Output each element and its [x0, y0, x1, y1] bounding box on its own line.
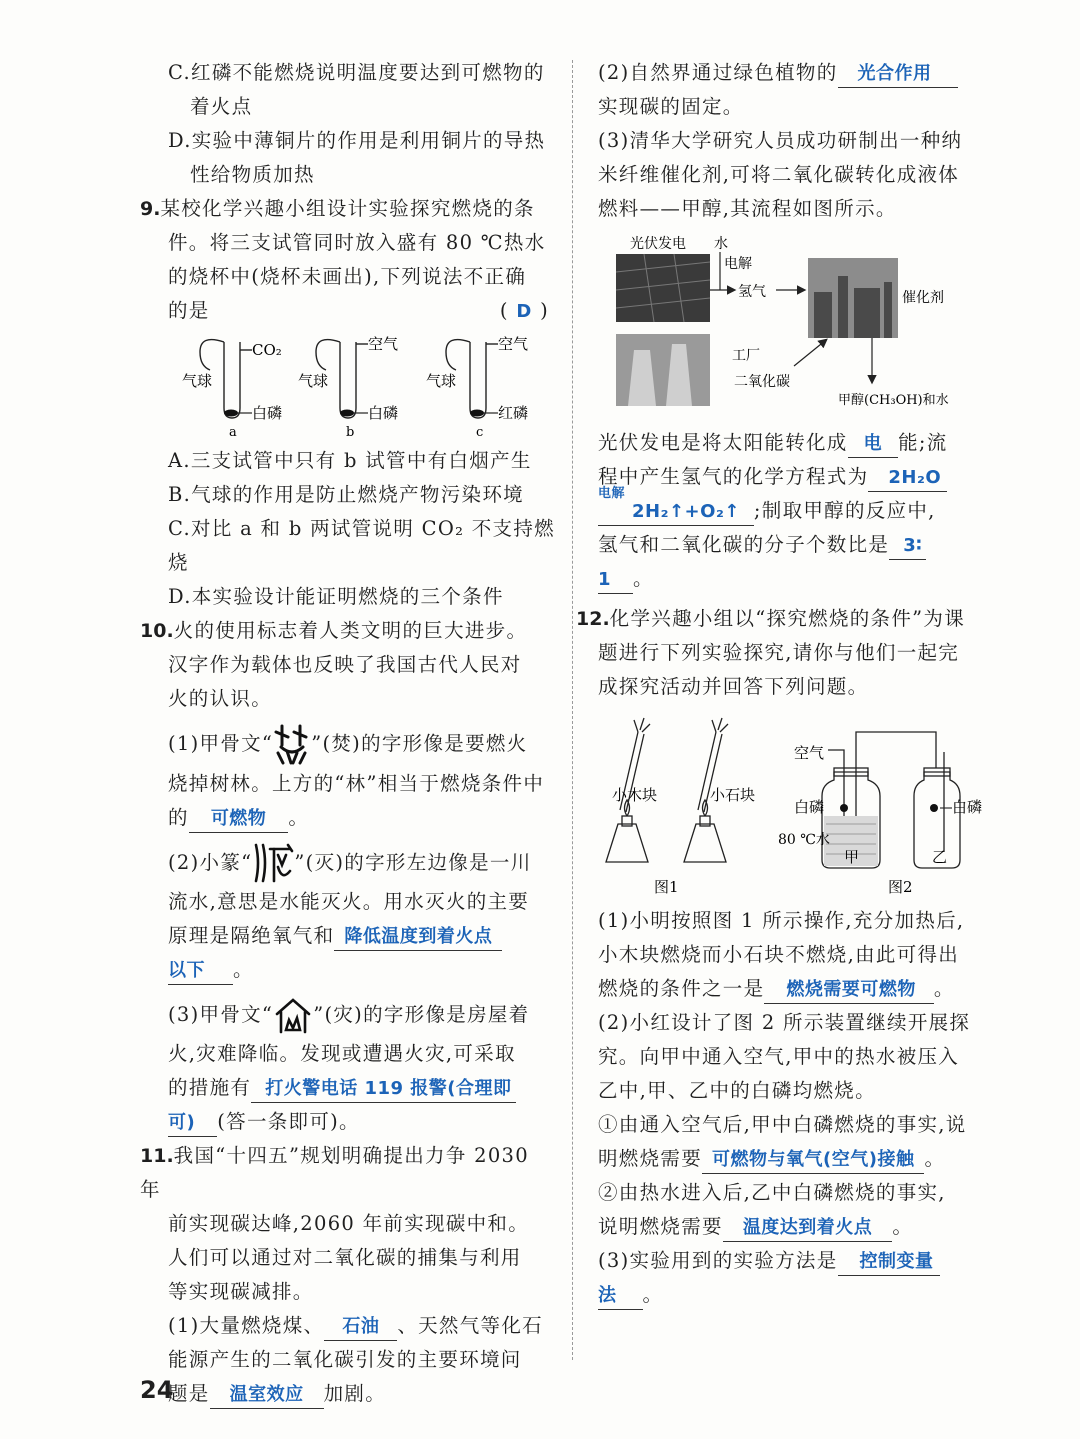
tube-b-balloon-label: 气球 — [298, 372, 329, 390]
q10-p1-d: 的 — [168, 805, 189, 829]
q11-stem-line4: 等实现碳减排。 — [168, 1280, 314, 1303]
q11-p1-d: 题是 — [168, 1382, 210, 1405]
q12-part1-answer: 燃烧需要可燃物 — [764, 977, 934, 1004]
oracle-fen-glyph-icon — [273, 723, 311, 767]
q11-p2-a: (2)自然界通过绿色植物的 — [598, 61, 838, 84]
tube-c-gas-label: 空气 — [498, 335, 529, 353]
q11-part1-line2: 能源产生的二氧化碳引发的主要环境问 — [168, 1348, 522, 1371]
q10-part2-line1 — [140, 841, 555, 886]
q11-p4-a: 光伏发电是将太阳能转化成 — [598, 431, 848, 454]
co2-label: 二氧化碳 — [734, 374, 790, 390]
q12-p2-1b: 明燃烧需要 — [598, 1147, 703, 1170]
q12-part2-line1: (2)小红设计了图 2 所示装置继续开展探 — [598, 1011, 971, 1034]
q10-part1-line1 — [140, 722, 555, 767]
q11-part4-line1 — [598, 426, 998, 460]
q12-part2-sub1-line2 — [598, 1142, 998, 1176]
tube-c-label: c — [476, 425, 484, 440]
q11-part3-line3: 燃料——甲醇,其流程如图所示。 — [598, 197, 897, 220]
tube-c-phosphorus — [470, 410, 484, 417]
tube-a-phosphorus — [224, 410, 238, 417]
q12-part2-sub2-line1: ②由热水进入后,乙中白磷燃烧的事实, — [598, 1181, 946, 1204]
q10-part2-answer-line1: 降低温度到着火点 — [334, 924, 502, 951]
q10-stem-text: 火的使用标志着人类文明的巨大进步。 — [173, 619, 528, 642]
water-label: 水 — [714, 236, 728, 252]
q12-part2-sub1-answer: 可燃物与氧气(空气)接触 — [702, 1147, 924, 1174]
q12-part2-sub1-line1: ①由通入空气后,甲中白磷燃烧的事实,说 — [598, 1113, 967, 1136]
q9-option-a: A.三支试管中只有 b 试管中有白烟产生 — [168, 449, 532, 472]
q12-part1-line1: (1)小明按照图 1 所示操作,充分加热后, — [598, 909, 965, 932]
tube-c-balloon-label: 气球 — [426, 372, 457, 390]
stone-block-label: 小石块 — [710, 786, 756, 804]
q11-part4-answer1: 电 — [848, 431, 899, 458]
q11-part1-line1 — [140, 1309, 555, 1343]
q12-stem-line1 — [576, 602, 998, 636]
q10-part3-line3 — [140, 1071, 555, 1105]
q10-stem-line3: 火的认识。 — [168, 687, 273, 710]
q11-number: 11. — [140, 1145, 174, 1167]
seal-mie-glyph-icon — [252, 841, 294, 885]
q9-stem-text: 某校化学兴趣小组设计实验探究燃烧的条 — [160, 197, 535, 220]
q10-part2-line3 — [140, 919, 555, 953]
tube-b-solid-label: 白磷 — [368, 404, 399, 422]
equation-condition: 电解 — [598, 486, 626, 501]
q11-part3-line1: (3)清华大学研究人员成功研制出一种纳 — [598, 129, 963, 152]
q10-p3-d: 的措施有 — [168, 1076, 252, 1099]
q10-part1-line3 — [140, 801, 555, 835]
q8-option-d-line1: D.实验中薄铜片的作用是利用铜片的导热 — [168, 129, 546, 152]
q10-p1-b: ”(焚)的字形像是要燃火 — [311, 732, 528, 755]
q9-bracket-open: ( — [499, 299, 509, 322]
oracle-zai-glyph-icon — [273, 996, 313, 1036]
pv-label: 光伏发电 — [630, 236, 686, 252]
q9-test-tube-figure — [140, 330, 555, 440]
q8-option-d-line2: 性给物质加热 — [190, 163, 315, 186]
q12-p1-end: 。 — [933, 977, 955, 1000]
q12-p3-end: 。 — [642, 1283, 664, 1306]
hydrogen-label: 氢气 — [738, 284, 766, 300]
q10-part3-line4 — [140, 1105, 555, 1139]
q11-part4-line4 — [598, 528, 998, 562]
q12-part1-line3 — [598, 972, 998, 1006]
q12-experiment-figure — [598, 712, 998, 902]
tube-a-label: a — [229, 425, 237, 440]
equation-products: 2H₂↑+O₂↑ — [632, 501, 740, 522]
bottle-jia-label: 甲 — [844, 848, 860, 866]
q9-answer: D — [516, 301, 533, 322]
q12-part1-line2: 小木块燃烧而小石块不燃烧,由此可得出 — [598, 943, 960, 966]
q10-p3-end: (答一条即可)。 — [217, 1110, 360, 1133]
product-label: 甲醇(CH₃OH)和水 — [838, 393, 949, 408]
q11-part4-line2 — [598, 460, 998, 494]
q12-stem-line2: 题进行下列实验探究,请你与他们一起完 — [598, 641, 960, 664]
q10-part3-answer-line2: 可) — [168, 1110, 217, 1137]
tube-a-balloon-label: 气球 — [182, 372, 213, 390]
q11-p4-end: 。 — [633, 567, 654, 590]
q11-stem-line2: 前实现碳达峰,2060 年前实现碳中和。 — [168, 1212, 530, 1235]
fig2-caption: 图2 — [888, 878, 913, 896]
q12-part2-sub2-answer: 温度达到着火点 — [723, 1215, 893, 1242]
q11-part2-line1 — [598, 56, 998, 90]
q12-part3-answer-line2: 法 — [598, 1283, 643, 1310]
white-phosphorus-jia — [840, 804, 848, 812]
catalyst-label: 催化剂 — [902, 290, 944, 306]
q9-option-d: D.本实验设计能证明燃烧的三个条件 — [168, 585, 504, 608]
tube-c-solid-label: 红磷 — [498, 404, 529, 422]
q11-part1-answer1: 石油 — [324, 1314, 397, 1341]
q10-part2-line4 — [140, 953, 555, 987]
q12-p2-1end: 。 — [924, 1147, 946, 1170]
q11-part4-line3 — [598, 486, 998, 528]
q11-part4-equation-right — [598, 486, 754, 526]
white-phosphorus-yi — [930, 804, 938, 812]
q12-part3-answer-line1: 控制变量 — [838, 1249, 940, 1276]
q10-p2-end: 。 — [233, 958, 254, 981]
q11-part3-line2: 米纤维催化剂,可将二氧化碳转化成液体 — [598, 163, 960, 186]
tube-b-label: b — [346, 425, 355, 440]
q9-stem-line3: 的烧杯中(烧杯未画出),下列说法不正确 — [168, 265, 527, 288]
q11-p4-e: 氢气和二氧化碳的分子个数比是 — [598, 533, 890, 556]
q11-stem-line1 — [140, 1139, 555, 1207]
q11-part4-equation-left: 2H₂O — [868, 465, 947, 492]
q12-p1-c: 燃烧的条件之一是 — [598, 977, 765, 1000]
q10-part3-line2: 火,灾难降临。发现或遭遇火灾,可采取 — [168, 1042, 516, 1065]
q12-number: 12. — [576, 608, 610, 630]
q12-stem-line3: 成探究活动并回答下列问题。 — [598, 675, 869, 698]
q9-stem-line2: 件。将三支试管同时放入盛有 80 ℃热水 — [168, 231, 546, 254]
q10-p1-a: (1)甲骨文“ — [168, 732, 274, 755]
q9-answer-bracket — [500, 294, 549, 329]
factory-label: 工厂 — [732, 348, 760, 364]
q11-part2-line2: 实现碳的固定。 — [598, 95, 744, 118]
q12-part2-line3: 乙中,甲、乙中的白磷均燃烧。 — [598, 1079, 876, 1102]
white-phosphorus-label-2: 白磷 — [952, 798, 983, 816]
q11-part4-line5 — [598, 562, 998, 596]
page-number: 24 — [140, 1376, 174, 1404]
tube-a-gas-label: CO₂ — [252, 341, 282, 359]
q10-p2-b: ”(灭)的字形左边像是一川 — [294, 850, 532, 874]
q10-part1-line2: 烧掉树林。上方的“林”相当于燃烧条件中 — [168, 771, 545, 795]
q11-part1-line3 — [140, 1377, 555, 1411]
q11-stem-line3: 人们可以通过对二氧化碳的捕集与利用 — [168, 1246, 522, 1269]
q10-part2-line2: 流水,意思是水能灭火。用水灭火的主要 — [168, 890, 530, 913]
q9-option-b: B.气球的作用是防止燃烧产物污染环境 — [168, 483, 524, 506]
q11-p1-end: 加剧。 — [323, 1382, 387, 1405]
q10-number: 10. — [140, 620, 174, 642]
q11-part1-answer2: 温室效应 — [210, 1382, 324, 1409]
q10-p3-b: ”(灾)的字形像是房屋着 — [313, 1003, 530, 1026]
q11-p4-d: ;制取甲醇的反应中, — [753, 499, 936, 522]
q10-part3-answer-line1: 打火警电话 119 报警(合理即 — [251, 1076, 515, 1103]
q10-stem-line1 — [140, 614, 555, 648]
q12-p2-2b: 说明燃烧需要 — [598, 1215, 723, 1238]
right-column — [576, 56, 998, 1312]
fig1-caption: 图1 — [654, 878, 679, 896]
tube-a-solid-label: 白磷 — [252, 404, 283, 422]
white-phosphorus-label-1: 白磷 — [794, 798, 825, 816]
hot-water-label: 80 ℃水 — [778, 832, 830, 848]
q8-option-c-line2: 着火点 — [190, 95, 253, 118]
q9-stem-line4 — [140, 294, 555, 328]
tube-b-gas-label: 空气 — [368, 335, 399, 353]
q9-option-c: C.对比 a 和 b 两试管说明 CO₂ 不支持燃烧 — [168, 517, 555, 574]
air-label: 空气 — [794, 744, 825, 762]
q12-p3-a: (3)实验用到的实验方法是 — [598, 1249, 838, 1272]
q12-p2-2end: 。 — [892, 1215, 914, 1238]
q9-stem-line1 — [140, 192, 555, 226]
left-column — [140, 56, 555, 1411]
q11-process-figure — [614, 232, 1014, 422]
q11-stem-text: 我国“十四五”规划明确提出力争 2030 年 — [140, 1144, 529, 1201]
q10-p3-a: (3)甲骨文“ — [168, 1003, 274, 1026]
q12-part2-line2: 究。向甲中通入空气,甲中的热水被压入 — [598, 1045, 960, 1068]
q11-p1-b: 、天然气等化石 — [397, 1314, 543, 1337]
q10-p1-end: 。 — [288, 805, 310, 829]
q10-part1-answer: 可燃物 — [189, 806, 289, 833]
q9-number: 9. — [140, 198, 161, 220]
q9-bracket-close: ) — [540, 299, 549, 322]
q12-stem-text: 化学兴趣小组以“探究燃烧的条件”为课 — [609, 607, 966, 630]
q10-stem-line2: 汉字作为载体也反映了我国古代人民对 — [168, 653, 522, 676]
q12-part2-sub2-line2 — [598, 1210, 998, 1244]
bottle-yi-label: 乙 — [932, 848, 948, 866]
q11-p4-c: 程中产生氢气的化学方程式为 — [598, 465, 869, 488]
electrolysis-label: 电解 — [724, 256, 752, 272]
q10-p2-d: 原理是隔绝氧气和 — [168, 924, 335, 947]
q9-stem-end: 的是 — [168, 299, 210, 322]
q11-part4-answer3a: 3∶ — [889, 533, 926, 560]
tube-b-phosphorus — [340, 410, 354, 417]
q11-part4-answer3b: 1 — [598, 567, 633, 594]
wood-block-label: 小木块 — [612, 786, 658, 804]
q10-part3-line1 — [140, 993, 555, 1037]
q11-part2-answer: 光合作用 — [838, 61, 958, 88]
q12-part3-line2 — [598, 1278, 998, 1312]
q10-part2-answer-line2: 以下 — [168, 958, 233, 985]
q10-p2-a: (2)小篆“ — [168, 850, 253, 874]
q12-part3-line1 — [598, 1244, 998, 1278]
q8-option-c-line1: C.红磷不能燃烧说明温度要达到可燃物的 — [168, 61, 545, 84]
q11-p4-b: 能;流 — [898, 431, 948, 454]
column-divider — [572, 60, 573, 1360]
q11-p1-a: (1)大量燃烧煤、 — [168, 1314, 325, 1337]
